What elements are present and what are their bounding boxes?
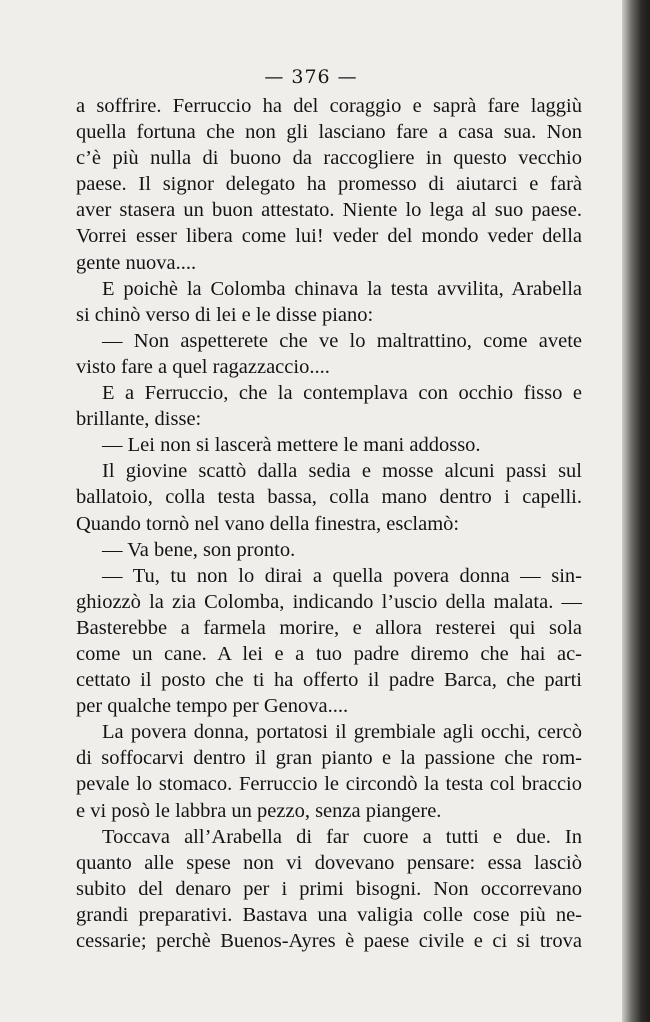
text-line: pevale lo stomaco. Ferruccio le circondò la testa col braccio	[76, 773, 582, 796]
text-line: aver stasera un buon attestato. Niente lo lega al suo paese.	[76, 199, 582, 222]
text-line: Quando tornò nel vano della finestra, esclamò:	[76, 512, 460, 535]
text-line: per qualche tempo per Genova....	[76, 695, 349, 718]
text-line: Basterebbe a farmela morire, e allora resterei qui sola	[76, 616, 582, 639]
page-number: — 376 —	[264, 66, 358, 88]
text-line: cettato il posto che ti ha offerto il padre Barca, che parti	[76, 669, 582, 692]
text-line: — Tu, tu non lo dirai a quella povera donna — sin-	[102, 564, 582, 587]
text-line: cessarie; perchè Buenos-Ayres è paese civile e ci si trova	[76, 930, 582, 952]
text-line: brillante, disse:	[76, 408, 202, 431]
text-line: E a Ferruccio, che la contemplava con occhio fisso e	[102, 382, 582, 405]
text-line: Toccava all’Arabella di far cuore a tutti e due. In	[102, 825, 582, 848]
text-line: come un cane. A lei e a tuo padre diremo che hai ac-	[76, 642, 582, 665]
text-line: — Lei non si lascerà mettere le mani addosso.	[102, 434, 481, 457]
text-line: ballatoio, colla testa bassa, colla mano dentro i capelli.	[76, 486, 582, 509]
text-line: E poichè la Colomba chinava la testa avvilita, Arabella	[102, 277, 582, 300]
text-line: — Non aspetterete che ve lo maltrattino, come avete	[102, 329, 582, 352]
text-line: si chinò verso di lei e le disse piano:	[76, 303, 374, 326]
text-line: visto fare a quel ragazzaccio....	[76, 355, 330, 378]
text-line: Vorrei esser libera come lui! veder del mondo veder della	[76, 225, 582, 248]
text-line: La povera donna, portatosi il grembiale agli occhi, cercò	[102, 721, 582, 744]
text-line: Il giovine scattò dalla sedia e mosse alcuni passi sul	[102, 460, 582, 483]
text-line: di soffocarvi dentro il gran pianto e la passione che rom-	[76, 747, 582, 770]
body-text	[76, 93, 582, 954]
text-line: c’è più nulla di buono da raccogliere in questo vecchio	[76, 147, 582, 170]
text-line: a soffrire. Ferruccio ha del coraggio e saprà fare laggiù	[76, 95, 582, 117]
text-line: gente nuova....	[76, 251, 197, 274]
text-line: e vi posò le labbra un pezzo, senza piangere.	[76, 799, 442, 822]
book-spine-shadow	[622, 0, 650, 1022]
text-line: quella fortuna che non gli lasciano fare a casa sua. Non	[76, 121, 582, 144]
text-line: quanto alle spese non vi dovevano pensare: essa lasciò	[76, 851, 582, 874]
text-line: ghiozzò la zia Colomba, indicando l’uscio della malata. —	[76, 590, 582, 613]
text-line: grandi preparativi. Bastava una valigia colle cose più ne-	[76, 903, 582, 926]
text-line: — Va bene, son pronto.	[102, 538, 296, 561]
text-line: paese. Il signor delegato ha promesso di aiutarci e farà	[76, 173, 582, 196]
text-line: subito del denaro per i primi bisogni. Non occorrevano	[76, 877, 582, 900]
